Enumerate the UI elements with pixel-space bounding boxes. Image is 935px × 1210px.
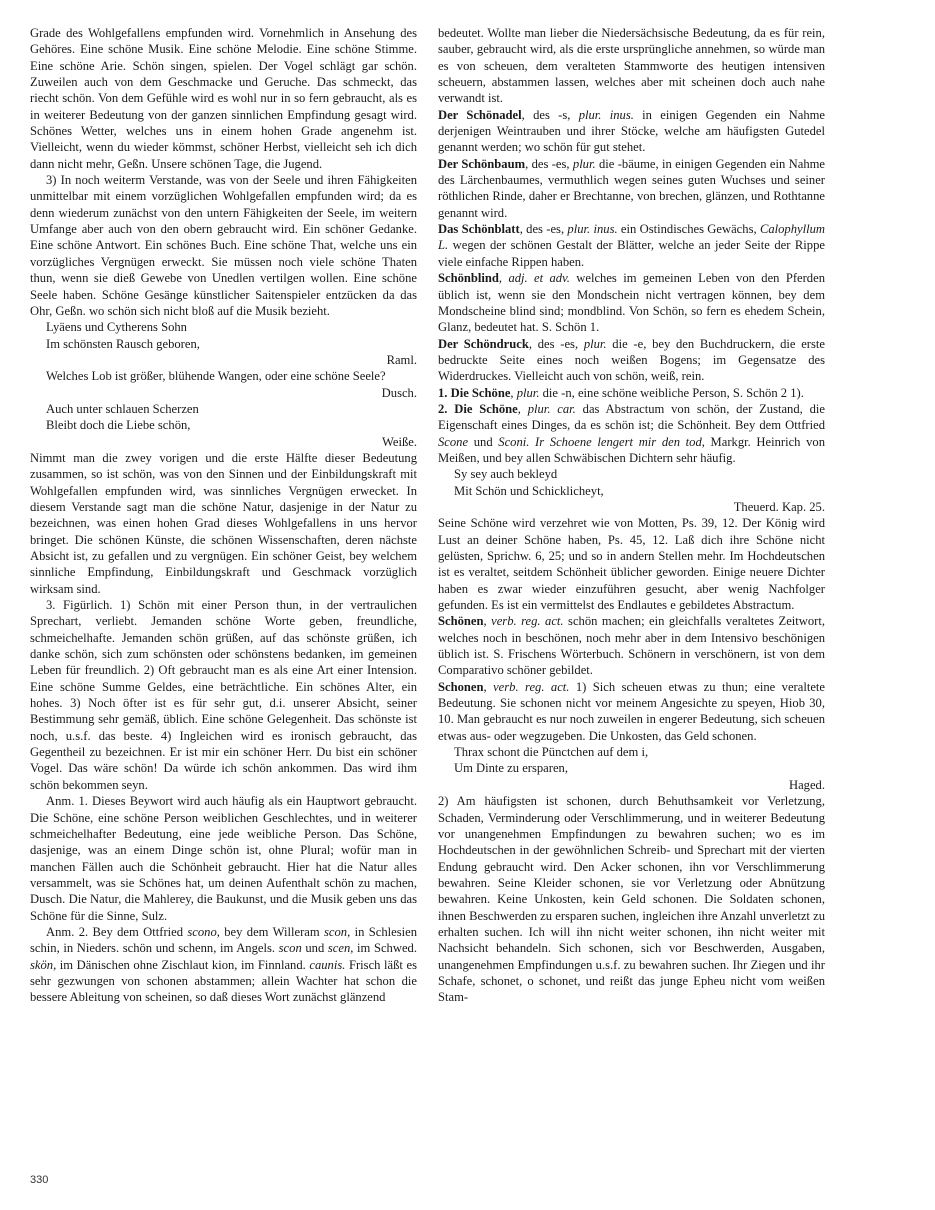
- verse-line: Sy sey auch bekleyd: [454, 467, 558, 482]
- entry-die-schoene-2: [438, 401, 825, 466]
- text: und: [301, 941, 328, 956]
- grammar-note: plur. inus.: [578, 107, 634, 122]
- entry-schoenblind: [438, 270, 825, 335]
- entry-headword: Der Schöndruck: [438, 336, 529, 351]
- text: , des -es,: [525, 156, 573, 171]
- verse-line: Bleibt doch die Liebe schön,: [46, 418, 191, 433]
- entry-schoenbaum: [438, 156, 825, 221]
- entry-headword: Schönblind: [438, 271, 499, 286]
- paragraph: 3) In noch weiterm Verstande, was von der Seele und ihren Fähigkeiten unmittelbar mit einem vorzüglichen Wohlgefallen empfunden wird; da es denn wiederum zunächst von den untern Fähigkeiten der Seele, im weitern Umfange aber auch von den obern gebraucht wird. Ein schöner Gedanke. Eine schöne Antwort. Ein schönes Buch. Eine schöne That, welche uns ein vorzügliches Vergnügen erweckt. Sie müssen noch viele schöne Thaten thun, wenn sie dieß Gewebe von Unedlen vertilgen wollen. Eine schöne Seele haben. Schöne Gesänge künstlicher Saitenspieler entzücken da das Ohr, Geßn. wo schön sich nicht bloß auf die Musik bezieht.: [30, 173, 417, 318]
- entry-schoenadel: [438, 107, 825, 156]
- verse-line: Mit Schön und Schicklicheyt,: [454, 483, 604, 498]
- text: , des -es,: [519, 222, 568, 237]
- text: im Schwed.: [353, 941, 417, 956]
- text: die -e, bey den Buchdruckern, die erste bedruckte Seite eines noch weißen Bogens; im Gegensatze des Widerdruckes. Vielleicht auch von schön, weiß, rein.: [438, 336, 825, 384]
- etymology-term: caunis.: [309, 957, 346, 972]
- text: welches im gemeinen Leben von den Pferden üblich ist, wenn sie den Mondschein nicht vertragen können, bey dem Mondscheine blind sind; mondblind. Von Schön, so fern es ehedem Schein, Glanz, bedeutet hat. S. Schön 1.: [438, 271, 825, 335]
- quoted-term: Sconi. Ir Schoene lengert mir den tod,: [498, 434, 705, 449]
- entry-die-schoene-1: [438, 385, 825, 401]
- entry-headword: Das Schönblatt: [438, 222, 520, 237]
- paragraph: 3. Figürlich. 1) Schön mit einer Person thun, in der vertraulichen Sprechart, verliebt. Jemanden schöne Worte geben, freundliche, schmeichelhafte. Jemanden schön grüßen, auf das schönste grüßen, ich danke schön, sich zum schönsten oder schönstens bedanken, im gemeinen Leben für freundlich. 2) Oft gebraucht man es als eine Art einer Intension. Eine schöne Summe Geldes, eine beträchtliche. Ein schönes Alter, ein hohes. 3) Noch öfter ist es für sehr gut, d.i. unserer Absicht, seiner Bestimmung sehr gemäß, üblich. Eine schöne Gelegenheit. Das schönste ist noch, u.s.f. das beste. 4) Ingleichen wird es ironisch gebraucht, das Gegentheil zu bezeichnen. Er ist mir ein schöner Herr. Du bist ein schöner Vogel. Das wäre schön! Da würde ich schön ankommen. Das wird ihm schön bekommen seyn.: [30, 598, 417, 792]
- verse-source: Haged.: [788, 777, 825, 792]
- grammar-note: plur. inus.: [567, 222, 618, 237]
- latin-name: Calophyllum L.: [438, 222, 826, 253]
- entry-headword: Schonen: [438, 679, 484, 694]
- text: in Schlesien schin, in Nieders. schön und schenn, im Angels.: [30, 924, 417, 956]
- entry-schoendruck: [438, 336, 825, 385]
- verse-line: Im schönsten Rausch geboren,: [46, 336, 200, 351]
- text: ,: [517, 401, 528, 416]
- text: und: [468, 434, 499, 449]
- text: 1) Sich scheuen etwas zu thun; eine veraltete Bedeutung. Sie schonen nicht vor meinem Angesichte zu speyen, Hiob 30, 10. Man gebraucht es nur noch zuweilen in engerer Bedeutung, sich scheuen etwas aus- oder wegzugeben. Die Unkosten, das Geld schonen.: [438, 679, 826, 743]
- entry-schoenblatt: [438, 221, 825, 270]
- entry-headword: Schönen: [438, 614, 484, 629]
- text: ,: [483, 614, 492, 629]
- etymology-term: scen,: [327, 941, 354, 956]
- verse-line: Um Dinte zu ersparen,: [454, 761, 569, 776]
- paragraph: Seine Schöne wird verzehret wie von Motten, Ps. 39, 12. Der König wird Lust an deiner Schöne haben, Ps. 45, 12. Laß dich ihre Schöne nicht gelüsten, Sprichw. 6, 25; und so in andern Stellen mehr. Im Hochdeutschen ist es veraltet, seitdem Schönheit üblicher geworden. Einige neuere Dichter haben es zwar wieder einzuführen gesucht, aber wenig Nachfolger gefunden. Es ist ein vermittelst des Endlautes e gebildetes Abstractum.: [438, 516, 825, 613]
- text: , des -es,: [528, 336, 584, 351]
- text: , des -s,: [521, 107, 579, 122]
- grammar-note: plur.: [516, 385, 540, 400]
- entry-schonen: [438, 679, 825, 744]
- verse-source: Raml.: [386, 352, 417, 367]
- verse-source: Theuerd. Kap. 25.: [733, 499, 825, 514]
- etymology-term: scon: [278, 941, 302, 956]
- paragraph: Grade des Wohlgefallens empfunden wird. Vornehmlich in Ansehung des Gehöres. Eine schöne Musik. Eine schöne Melodie. Eine schöne Stimme. Eine schöne Arie. Schön singen, spielen. Der Vogel schlägt gar schön. Zuweilen auch von dem Geschmacke und Geruche. Das schmeckt, das riecht schön. Von dem Gefühle wird es wohl nur in so fern gebraucht, als es in weiterer Bedeutung von der ganzen sinnlichen Empfindung gesagt wird. Schönes Wetter, welches uns in einem hohen Grade angenehm ist. Vielleicht, wenn du wieder kömmst, schöner Herbst, vielleicht seh ich dich dann nicht mehr, Geßn. Unsere schönen Tage, die Jugend.: [30, 26, 417, 171]
- verse-source: Weiße.: [381, 434, 417, 449]
- text: in einigen Gegenden ein Nahme derjenigen Weintrauben und ihrer Stöcke, welche am häufigsten Gutedel genannt werden; wo schön für gut stehet.: [438, 107, 826, 155]
- text: im Dänischen ohne Zischlaut kion, im Finnland.: [56, 957, 310, 972]
- grammar-note: adj. et adv.: [508, 271, 570, 286]
- entry-headword: 2. Die Schöne: [438, 401, 518, 416]
- text: das Abstractum von schön, der Zustand, die Eigenschaft eines Dinges, da es schön ist; die Schönheit. Bey dem Ottfried: [438, 401, 825, 433]
- etymology-term: scon,: [324, 924, 351, 939]
- right-column: [438, 25, 825, 1006]
- text: Frisch läßt es sehr gezwungen von schonen abstammen; allein Wachter hat schon die bessere Ableitung von scheinen, so daß dieses Wort zunächst glänzend: [30, 957, 417, 1005]
- text: Markgr. Heinrich von Meißen, und bey allen Schwäbischen Dichtern sehr häufig.: [438, 434, 826, 465]
- grammar-note: plur. car.: [527, 401, 576, 416]
- paragraph: Anm. 1. Dieses Beywort wird auch häufig als ein Hauptwort gebraucht. Die Schöne, eine schöne Person weiblichen Geschlechtes, und in weiterer schmeichelhafter Bedeutung, eine jede weibliche Person. Das Schöne, dasjenige, was an einem Dinge schön ist, ohne Plural; wofür man in manchen Fällen auch die Schönheit gebraucht. Hier hat die Natur alles versammelt, was sie Schönes hat, um deinen Aufenthalt schön zu machen, Dusch. Die Natur, die Mahlerey, die Baukunst, und die Musik geben uns das Schöne für die Sinne, Sulz.: [30, 794, 417, 923]
- text: ,: [510, 385, 517, 400]
- entry-headword: 1. Die Schöne: [438, 385, 511, 400]
- grammar-note: plur.: [583, 336, 607, 351]
- text: ein Ostindisches Gewächs,: [617, 222, 760, 237]
- paragraph: [30, 924, 417, 1006]
- etymology-term: skön,: [30, 957, 57, 972]
- text: Anm. 2. Bey dem Ottfried: [46, 924, 188, 939]
- grammar-note: verb. reg. act.: [491, 614, 564, 629]
- text: die -bäume, in einigen Gegenden ein Nahme des Lärchenbaumes, vermuthlich wegen seines guten Wuchses und seiner röthlichen Rinde, daher er Brechtanne, von brechen, glänzen, und Rothtanne genannt wird.: [438, 156, 825, 220]
- verse-line: Lyäens und Cytherens Sohn: [46, 320, 187, 335]
- entry-schoenen: [438, 613, 825, 678]
- page-number: 330: [30, 1174, 49, 1186]
- entry-headword: Der Schönadel: [438, 107, 522, 122]
- text: schön machen; ein gleichfalls veraltetes Zeitwort, welches noch in beschönen, noch mehr aber in dem Intensivo beschönigen üblich ist. S. Frischens Wörterbuch. Schönern in verschönern, ist von dem Comparativo schöner gebildet.: [438, 614, 826, 678]
- text: ,: [498, 271, 509, 286]
- paragraph: 2) Am häufigsten ist schonen, durch Behuthsamkeit vor Verletzung, Schaden, Verminderung oder Verschlimmerung, und in weiterer Bedeutung vor unangenehmen Empfindungen zu bewahren suchen; wo es im Hochdeutschen in der gewöhnlichen Schreib- und Sprechart mit der vierten Endung gebraucht wird. Den Acker schonen, ihn vor Verschlimmerung bewahren. Seine Kleider schonen, sie vor Verletzung oder Abnützung bewahren. Keine Unkosten, kein Geld schonen. Die Soldaten schonen, ihnen Beschwerden zu ersparen suchen, ingleichen ihre Anzahl unverletzt zu erhalten suchen. Ich will ihn nicht weiter schonen, ihn nicht weiter mit Nachsicht behandeln. Sich schonen, sich vor Beschwerden, Ausgaben, unangenehmen Empfindungen u.s.f. zu bewahren suchen. Ihr Ziegen und ihr Schafe, schonet, o schonet, und reißt das junge Epheu nicht vom weißen Stam-: [438, 794, 825, 1005]
- etymology-term: scono,: [187, 924, 220, 939]
- paragraph: bedeutet. Wollte man lieber die Niedersächsische Bedeutung, da es für rein, sauber, gebraucht wird, als die erste ursprüngliche annehmen, so würde man es von scheuen, dem veralteten Stammworte des heutigen intensiven scheuern, abstammen lassen, welches aber mit scheinen doch auch nahe verwandt ist.: [438, 26, 825, 106]
- grammar-note: plur.: [572, 156, 596, 171]
- text: ,: [483, 679, 494, 694]
- left-column: [30, 25, 417, 1006]
- paragraph: Nimmt man die zwey vorigen und die erste Hälfte dieser Bedeutung zusammen, so ist schön, was von den Sinnen und der Einbildungskraft mit Wohlgefallen empfunden wird, was sinnliches Vergnügen erwecket. In diesem Verstande sagt man die schöne Natur, dasjenige in der Natur zu bezeichnen, was einen hohen Grad dieses Wohlgefallens in uns hervor bringet. Die schönen Künste, die schönen Wissenschaften, deren nächste Absicht ist, zu gefallen und zu vergnügen. Ein schöner Geist, bey welchem sinnliche Empfindung, Einbildungskraft und Geschmack vorzüglich wirksam sind.: [30, 450, 417, 596]
- verse-line: Welches Lob ist größer, blühende Wangen, oder eine schöne Seele?: [46, 369, 386, 384]
- text: bey dem Willeram: [219, 924, 324, 939]
- quoted-term: Scone: [438, 434, 469, 449]
- entry-headword: Der Schönbaum: [438, 156, 526, 171]
- grammar-note: verb. reg. act.: [493, 679, 570, 694]
- verse-line: Thrax schont die Pünctchen auf dem i,: [454, 745, 649, 760]
- text: wegen der schönen Gestalt der Blätter, welche an jeder Seite der Rippe viele einfache Rippen haben.: [438, 238, 825, 269]
- verse-line: Auch unter schlauen Scherzen: [46, 401, 199, 416]
- text: die -n, eine schöne weibliche Person, S. Schön 2 1).: [539, 385, 804, 400]
- verse-source: Dusch.: [381, 385, 417, 400]
